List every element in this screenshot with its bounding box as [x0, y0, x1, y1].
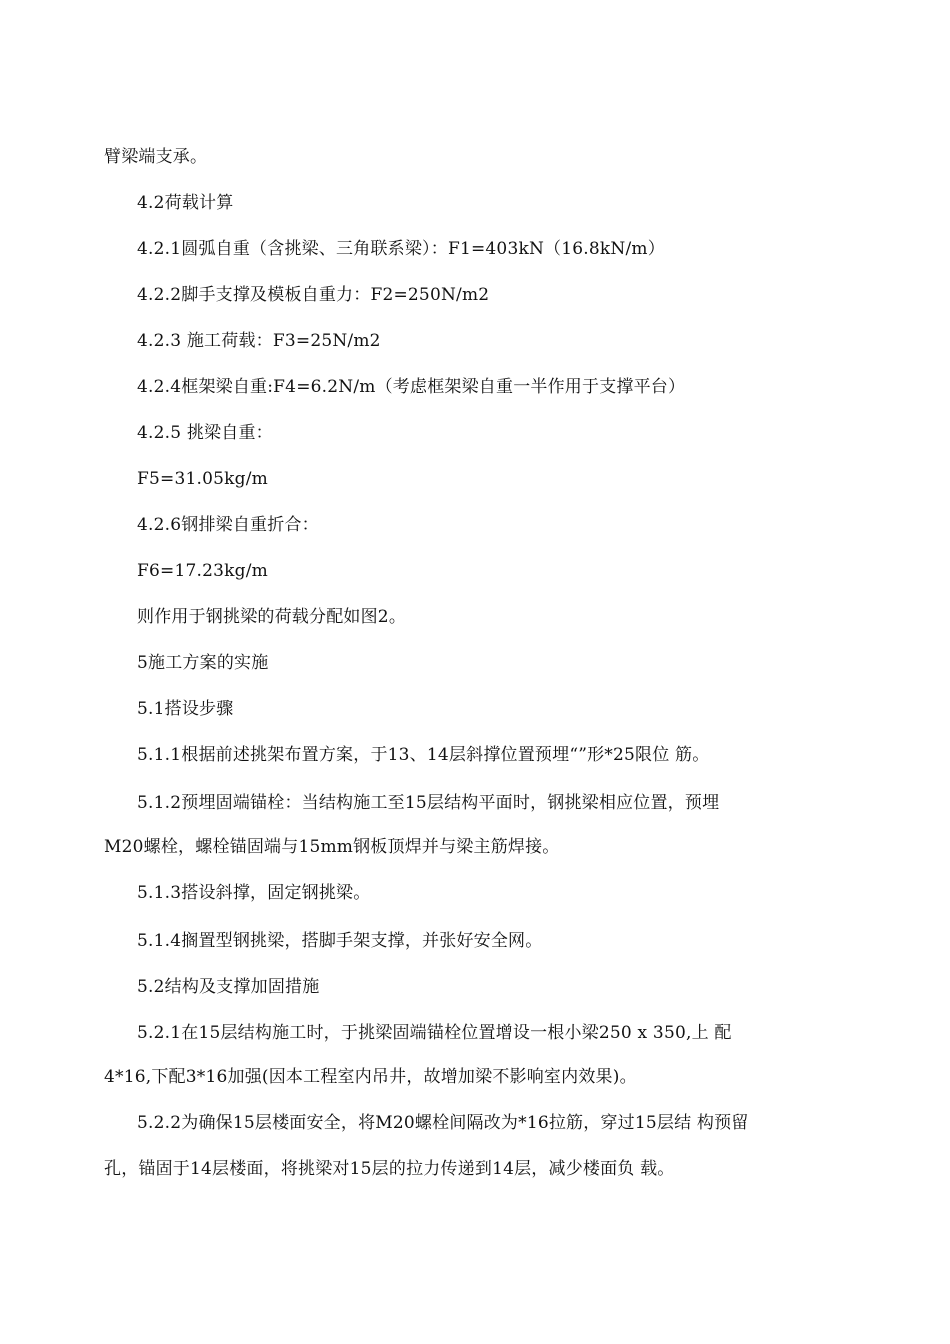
paragraph-line: 则作用于钢挑梁的荷载分配如图2。	[137, 607, 407, 627]
section-heading: 5.1搭设步骤	[137, 699, 234, 719]
paragraph-line: 4.2.1圆弧自重（含挑梁、三角联系梁）：F1=403kN（16.8kN/m）	[137, 239, 665, 259]
paragraph-line: F6=17.23kg/m	[137, 561, 268, 581]
section-heading: 5.2结构及支撑加固措施	[137, 977, 320, 997]
paragraph-line: 臂梁端支承。	[104, 147, 208, 167]
paragraph-line: 5.2.1在15层结构施工时，于挑梁固端锚栓位置增设一根小梁250 x 350,上 配	[137, 1023, 732, 1043]
paragraph-line: M20螺栓，螺栓锚固端与15mm钢板顶焊并与梁主筋焊接。	[104, 837, 560, 857]
paragraph-line: 4.2.3 施工荷载：F3=25N/m2	[137, 331, 381, 351]
paragraph-line: 5.1.2预埋固端锚栓：当结构施工至15层结构平面时，钢挑梁相应位置，预埋	[137, 793, 720, 813]
section-heading: 5施工方案的实施	[137, 653, 269, 673]
paragraph-line: 4.2.6钢排梁自重折合：	[137, 515, 319, 535]
paragraph-line: 5.1.4搁置型钢挑梁，搭脚手架支撑，并张好安全网。	[137, 931, 543, 951]
paragraph-line: 4.2.4框架梁自重:F4=6.2N/m（考虑框架梁自重一半作用于支撑平台）	[137, 377, 686, 397]
paragraph-line: 4*16,下配3*16加强(因本工程室内吊井，故增加梁不影响室内效果)。	[104, 1067, 637, 1087]
paragraph-line: F5=31.05kg/m	[137, 469, 268, 489]
paragraph-line: 孔，锚固于14层楼面，将挑梁对15层的拉力传递到14层，减少楼面负 载。	[104, 1159, 675, 1179]
paragraph-line: 5.1.1根据前述挑架布置方案，于13、14层斜撑位置预埋“”形*25限位 筋。	[137, 745, 710, 765]
paragraph-line: 4.2.5 挑梁自重：	[137, 423, 273, 443]
paragraph-line: 4.2.2脚手支撑及模板自重力：F2=250N/m2	[137, 285, 490, 305]
paragraph-line: 5.2.2为确保15层楼面安全，将M20螺栓间隔改为*16拉筋，穿过15层结 构预留	[137, 1113, 749, 1133]
section-heading: 4.2荷载计算	[137, 193, 234, 213]
paragraph-line: 5.1.3搭设斜撑，固定钢挑梁。	[137, 883, 371, 903]
